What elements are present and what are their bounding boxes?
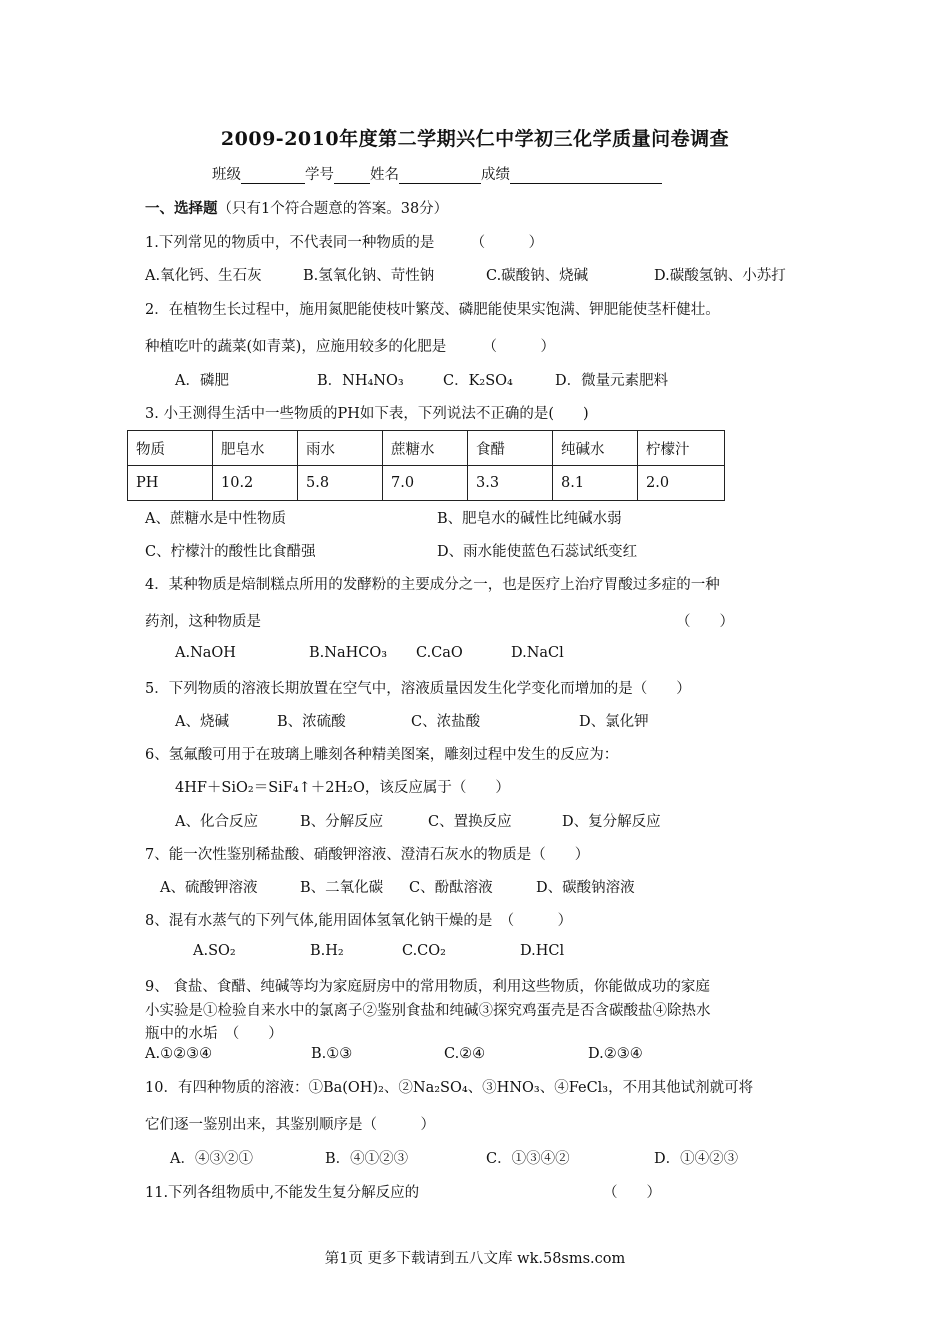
option-b[interactable]: B.NaHCO₃ [309, 645, 388, 661]
option-c[interactable]: C．K₂SO₄ [443, 373, 513, 389]
option-d[interactable]: D、碳酸钠溶液 [536, 880, 635, 896]
table-cell: 蔗糖水 [383, 431, 468, 466]
section-heading [145, 197, 448, 218]
question-6-options [175, 810, 661, 831]
table-cell: 物质 [128, 431, 213, 466]
option-d[interactable]: D.碳酸氢钠、小苏打 [654, 268, 786, 284]
option-a[interactable]: A、烧碱 [175, 714, 229, 730]
option-b[interactable]: B.①③ [311, 1046, 353, 1062]
option-c[interactable]: C、浓盐酸 [411, 714, 481, 730]
option-b[interactable]: B、肥皂水的碱性比纯碱水弱 [437, 511, 622, 527]
question-10-stem-line1: 10．有四种物质的溶液：①Ba(OH)₂、②Na₂SO₄、③HNO₃、④FeCl₃，不用其他试剂就可将 [145, 1080, 754, 1096]
page-title: 2009-2010年度第二学期兴仁中学初三化学质量问卷调查 [220, 128, 730, 150]
option-c[interactable]: C.CaO [416, 645, 463, 661]
question-4-stem-line2: 药剂，这种物质是 [145, 614, 261, 630]
question-7-stem: 7、能一次性鉴别稀盐酸、硝酸钾溶液、澄清石灰水的物质是（ ） [145, 847, 590, 863]
option-b[interactable]: B．④①②③ [325, 1151, 409, 1167]
table-cell: 柠檬汁 [638, 431, 725, 466]
student-info-line [212, 163, 662, 184]
ph-table [127, 430, 725, 501]
table-cell: 10.2 [213, 466, 298, 501]
table-cell: 肥皂水 [213, 431, 298, 466]
question-2-options [175, 369, 668, 390]
question-9-stem-line3: 瓶中的水垢 （ ） [145, 1026, 283, 1042]
table-row [128, 466, 725, 501]
question-1-options [145, 264, 786, 285]
option-a[interactable]: A．磷肥 [175, 373, 229, 389]
section-note: （只有1个符合题意的答案。38分） [217, 201, 449, 217]
option-c[interactable]: C．①③④② [486, 1151, 570, 1167]
option-d[interactable]: D.NaCl [511, 645, 564, 661]
question-3-stem: 3. 小王测得生活中一些物质的PH如下表，下列说法不正确的是( ) [145, 406, 589, 422]
option-b[interactable]: B．NH₄NO₃ [317, 373, 404, 389]
option-a[interactable]: A.NaOH [175, 645, 236, 661]
option-a[interactable]: A、蔗糖水是中性物质 [145, 511, 286, 527]
question-7-options [160, 876, 635, 897]
name-label: 姓名 [370, 167, 399, 183]
name-blank[interactable] [399, 168, 481, 184]
question-11-answer-paren[interactable]: （ ） [603, 1185, 661, 1201]
option-d[interactable]: D.HCl [520, 943, 565, 959]
question-10-options [170, 1147, 738, 1168]
option-b[interactable]: B、分解反应 [300, 814, 384, 830]
option-d[interactable]: D、复分解反应 [562, 814, 661, 830]
question-1-stem: 1.下列常见的物质中，不代表同一种物质的是 （ ） [145, 235, 544, 251]
option-a[interactable]: A.氧化钙、生石灰 [145, 268, 262, 284]
table-cell: 3.3 [468, 466, 553, 501]
option-d[interactable]: D.②③④ [588, 1046, 643, 1062]
option-a[interactable]: A.①②③④ [145, 1046, 213, 1062]
option-c[interactable]: C、酚酞溶液 [409, 880, 493, 896]
table-header-row [128, 431, 725, 466]
question-4-options [175, 645, 564, 661]
table-cell: PH [128, 466, 213, 501]
section-title: 一、选择题 [145, 200, 218, 217]
option-a[interactable]: A、化合反应 [175, 814, 258, 830]
option-d[interactable]: D．①④②③ [654, 1151, 739, 1167]
question-9-stem-line2: 小实验是①检验自来水中的氯离子②鉴别食盐和纯碱③探究鸡蛋壳是否含碳酸盐④除热水 [145, 1003, 711, 1019]
option-b[interactable]: B.H₂ [310, 943, 344, 959]
option-b[interactable]: B、二氧化碳 [300, 880, 384, 896]
option-a[interactable]: A、硫酸钾溶液 [160, 880, 258, 896]
question-8-stem: 8、混有水蒸气的下列气体,能用固体氢氧化钠干燥的是 （ ） [145, 913, 573, 929]
question-4-stem-line1: 4．某种物质是焙制糕点所用的发酵粉的主要成分之一，也是医疗上治疗胃酸过多症的一种 [145, 577, 720, 593]
option-c[interactable]: C、柠檬汁的酸性比食醋强 [145, 544, 316, 560]
table-cell: 8.1 [553, 466, 638, 501]
question-4-answer-paren[interactable]: （ ） [676, 614, 734, 630]
question-9-options [145, 1046, 643, 1062]
question-5-stem: 5．下列物质的溶液长期放置在空气中，溶液质量因发生化学变化而增加的是（ ） [145, 681, 691, 697]
option-d[interactable]: D、氯化钾 [579, 714, 649, 730]
option-b[interactable]: B、浓硫酸 [277, 714, 346, 730]
option-d[interactable]: D、雨水能使蓝色石蕊试纸变红 [437, 544, 638, 560]
score-label: 成绩 [481, 167, 510, 183]
class-label: 班级 [212, 167, 241, 183]
class-blank[interactable] [241, 168, 305, 184]
table-cell: 2.0 [638, 466, 725, 501]
question-6-stem: 6、氢氟酸可用于在玻璃上雕刻各种精美图案，雕刻过程中发生的反应为： [145, 747, 619, 763]
question-3-options-row1 [145, 507, 622, 528]
question-10-stem-line2: 它们逐一鉴别出来，其鉴别顺序是（ ） [145, 1117, 435, 1133]
question-9-stem-line1: 9、 食盐、食醋、纯碱等均为家庭厨房中的常用物质，利用这些物质，你能做成功的家庭 [145, 979, 710, 995]
page-footer: 第1页 更多下载请到五八文库 wk.58sms.com [324, 1251, 626, 1267]
table-cell: 5.8 [298, 466, 383, 501]
question-2-stem-line2: 种植吃叶的蔬菜(如青菜)，应施用较多的化肥是 （ ） [145, 339, 556, 355]
table-cell: 食醋 [468, 431, 553, 466]
option-c[interactable]: C.②④ [444, 1046, 486, 1062]
id-label: 学号 [305, 167, 334, 183]
question-8-options [193, 943, 564, 959]
option-b[interactable]: B.氢氧化钠、苛性钠 [303, 268, 435, 284]
option-c[interactable]: C.CO₂ [402, 943, 446, 959]
option-d[interactable]: D．微量元素肥料 [555, 373, 669, 389]
table-cell: 7.0 [383, 466, 468, 501]
option-c[interactable]: C.碳酸钠、烧碱 [486, 268, 589, 284]
question-5-options [175, 710, 649, 731]
question-11-stem: 11.下列各组物质中,不能发生复分解反应的 [145, 1185, 420, 1201]
question-3-options-row2 [145, 540, 637, 561]
score-blank[interactable] [510, 168, 662, 184]
table-cell: 纯碱水 [553, 431, 638, 466]
question-6-equation: 4HF＋SiO₂＝SiF₄↑＋2H₂O，该反应属于（ ） [175, 780, 510, 796]
option-c[interactable]: C、置换反应 [428, 814, 512, 830]
table-cell: 雨水 [298, 431, 383, 466]
option-a[interactable]: A.SO₂ [193, 943, 236, 959]
id-blank[interactable] [334, 168, 370, 184]
option-a[interactable]: A．④③②① [170, 1151, 253, 1167]
question-2-stem-line1: 2．在植物生长过程中，施用氮肥能使枝叶繁茂、磷肥能使果实饱满、钾肥能使茎杆健壮。 [145, 302, 720, 318]
